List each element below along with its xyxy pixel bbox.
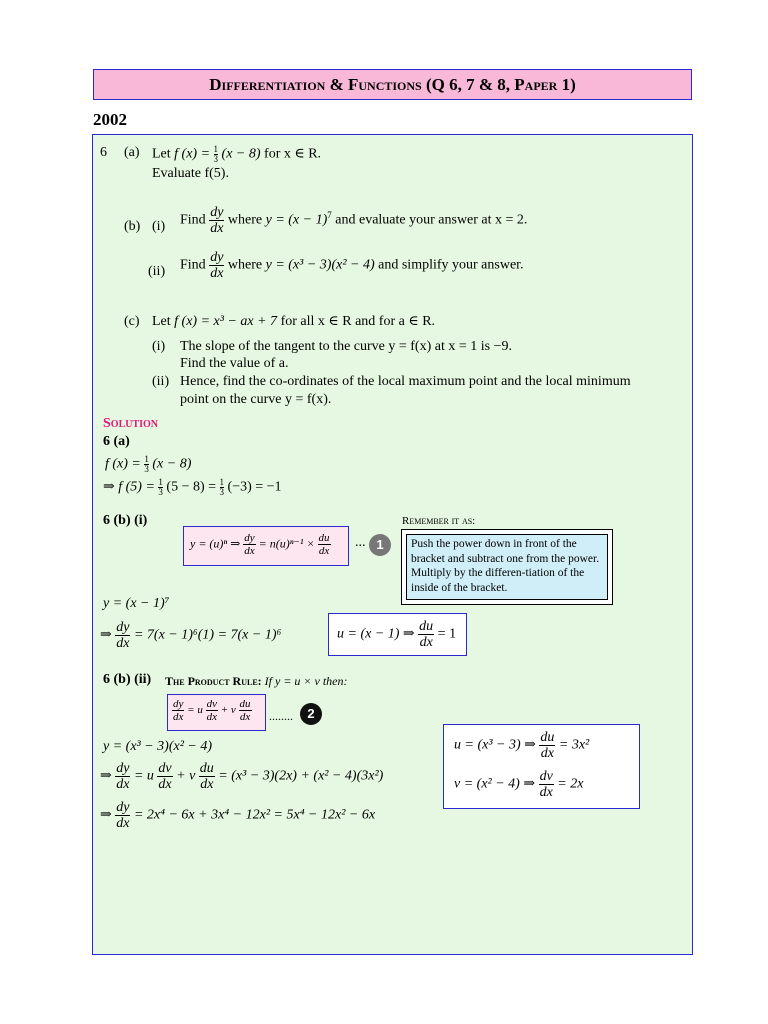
part-a-label: (a) <box>124 145 140 160</box>
solution-label: Solution <box>103 416 159 431</box>
part-a-evaluate: Evaluate f(5). <box>152 166 229 181</box>
part-ci-label: (i) <box>152 339 166 354</box>
u-derivative-box <box>328 613 467 656</box>
part-cii-text-2: point on the curve y = f(x). <box>180 392 332 407</box>
solution-6a-line-1: f (x) = $\frac{1}{3}$ (x − 8) <box>105 454 192 474</box>
part-c-label: (c) <box>124 314 140 329</box>
part-a-let: Let <box>152 146 171 162</box>
chain-rule-box <box>183 526 349 566</box>
marker-2: 2 <box>300 703 322 725</box>
year-heading: 2002 <box>93 110 127 129</box>
solution-6a-line-2: ⇒ f (5) = $\frac{1}{3}$ (5 − 8) = $\frac{1}{3}$ (−3) = −1 <box>103 477 282 497</box>
remember-text: Push the power down in front of the bracket and subtract one from the power. Multiply by the differen-tiation of the inside of the bracket. <box>406 534 608 600</box>
part-bii-statement: Find $\frac{dy}{dx}$ where y = (x³ − 3)(x² − 4) and simplify your answer. <box>180 250 524 281</box>
fraction-one-third: $\frac{1}{3}$ <box>213 144 219 164</box>
question-number: 6 <box>100 145 107 160</box>
product-rule-dots: ........ <box>269 709 293 723</box>
part-a-func: f (x) = <box>174 146 211 162</box>
product-rule-formula: $\frac{dy}{dx}$ = u $\frac{dv}{dx}$ + v $\frac{du}{dx}$ <box>173 698 251 723</box>
remember-box <box>401 529 613 605</box>
v-derivative-line: v = (x² − 4) ⇒ $\frac{dv}{dx}$ = 2x <box>454 769 584 800</box>
part-bi-label: (i) <box>152 219 166 234</box>
solution-6bi-line-2: ⇒ $\frac{dy}{dx}$ = 7(x − 1)⁶(1) = 7(x − 1)⁶ <box>100 620 282 651</box>
product-rule-box <box>167 694 266 731</box>
solution-6bii-line-3: ⇒ $\frac{dy}{dx}$ = 2x⁴ − 6x + 3x⁴ − 12x² = 5x⁴ − 12x² − 6x <box>100 800 376 831</box>
marker-1: 1 <box>369 534 391 556</box>
part-bi-statement: Find $\frac{dy}{dx}$ where $y = (x - 1)^7$ and evaluate your answer at x = 2. <box>180 205 528 236</box>
uv-derivatives-box <box>443 724 640 809</box>
part-a-statement <box>152 145 321 164</box>
chain-rule-dots: ... <box>355 535 366 550</box>
part-a-domain: for x ∈ R. <box>264 146 322 162</box>
u-derivative-formula: u = (x − 1) ⇒ $\frac{du}{dx}$ = 1 <box>337 619 457 650</box>
u-derivative-line: u = (x³ − 3) ⇒ $\frac{du}{dx}$ = 3x² <box>454 730 590 761</box>
part-bii-label: (ii) <box>148 264 166 279</box>
solution-6bii-heading: 6 (b) (ii) <box>103 672 152 687</box>
chain-rule-formula: y = (u)ⁿ ⇒ $\frac{dy}{dx}$ = n(u)ⁿ⁻¹ × $\frac{du}{dx}$ <box>190 532 330 557</box>
solution-6bii-line-2: ⇒ $\frac{dy}{dx}$ = u $\frac{dv}{dx}$ + v $\frac{du}{dx}$ = (x³ − 3)(2x) + (x² − 4)(3x²) <box>100 761 384 792</box>
part-ci-text-1: The slope of the tangent to the curve y = f(x) at x = 1 is −9. <box>180 339 512 354</box>
dy-dx-fraction: $\frac{dy}{dx}$ <box>210 205 224 236</box>
remember-label: Remember it as: <box>402 515 476 527</box>
dy-dx-fraction: $\frac{dy}{dx}$ <box>210 250 224 281</box>
solution-6bi-line-1: y = (x − 1)⁷ <box>103 596 170 611</box>
solution-6bii-line-1: y = (x³ − 3)(x² − 4) <box>103 739 213 754</box>
part-cii-label: (ii) <box>152 374 170 389</box>
part-ci-text-2: Find the value of a. <box>180 356 289 371</box>
part-c-statement: Let f (x) = x³ − ax + 7 for all x ∈ R and for a ∈ R. <box>152 314 436 329</box>
page-title: Differentiation & Functions (Q 6, 7 & 8, Paper 1) <box>93 69 692 100</box>
part-a-func-tail: (x − 8) <box>221 146 261 162</box>
solution-6bi-heading: 6 (b) (i) <box>103 513 148 528</box>
solution-6a-heading: 6 (a) <box>103 434 130 449</box>
part-cii-text-1: Hence, find the co-ordinates of the local maximum point and the local minimum <box>180 374 631 389</box>
product-rule-intro: The Product Rule: If y = u × v then: <box>165 674 348 688</box>
part-b-label: (b) <box>124 219 141 234</box>
